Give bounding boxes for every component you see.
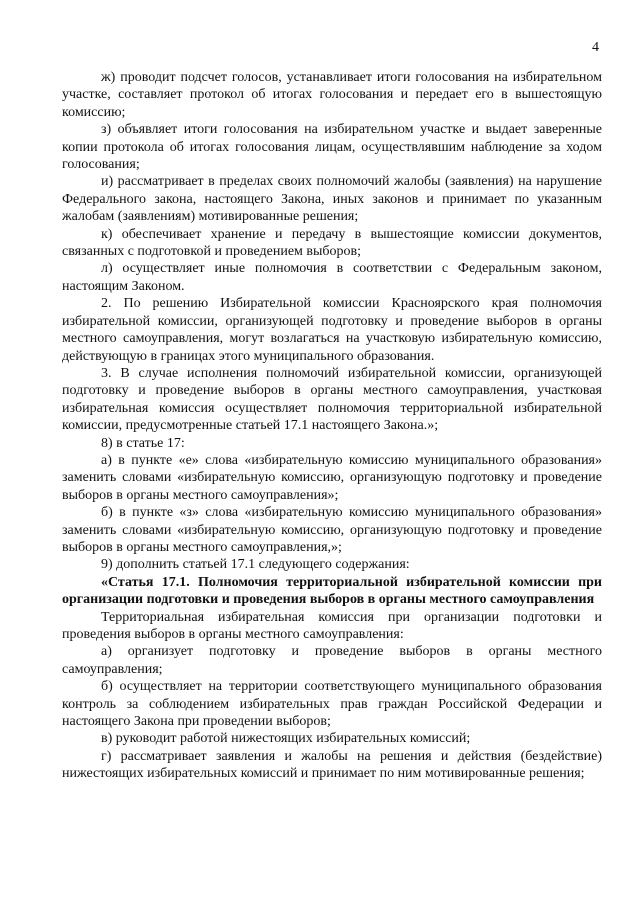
paragraph-article-v: в) руководит работой нижестоящих избирательных комиссий; bbox=[101, 731, 471, 747]
paragraph-article-intro: Территориальная избирательная комиссия при организации подготовки и проведения выборов в органы местного самоуправления: bbox=[62, 609, 602, 642]
paragraph-l: л) осуществляет иные полномочия в соответствии с Федеральным законом, настоящим Законом. bbox=[62, 261, 602, 294]
paragraph-item-9: 9) дополнить статьей 17.1 следующего содержания: bbox=[101, 557, 410, 573]
paragraph-zh: ж) проводит подсчет голосов, устанавливает итоги голосования на избирательном участке, составляет протокол об итогах голосования и передает его в вышестоящую комиссию; bbox=[62, 70, 602, 120]
article-heading: «Статья 17.1. Полномочия территориальной избирательной комиссии при организации подготовки и проведения выборов в органы местного самоуправления bbox=[62, 574, 602, 608]
paragraph-8a: а) в пункте «е» слова «избирательную комиссию муниципального образования» заменить словами «избирательную комиссию, организующую подготовку и проведение выборов в органы местного самоуправления»; bbox=[62, 452, 602, 503]
paragraph-z: з) объявляет итоги голосования на избирательном участке и выдает заверенные копии протокола об итогах голосования лицам, осуществлявшим наблюдение за ходом голосования; bbox=[62, 122, 602, 173]
paragraph-item-8: 8) в статье 17: bbox=[101, 435, 185, 451]
paragraph-article-b: б) осуществляет на территории соответствующего муниципального образования контроль за соблюдением избирательных прав граждан Российской Федерации и настоящего Закона при проведении выборов; bbox=[62, 679, 602, 730]
page-number: 4 bbox=[592, 40, 599, 55]
paragraph-clause-2: 2. По решению Избирательной комиссии Красноярского края полномочия избирательной комиссии, организующей подготовку и проведение выборов в органы местного самоуправления, могут возлагаться на участковую избирательную комиссию, действующую в границах этого муниципального образования. bbox=[62, 296, 602, 364]
paragraph-k: к) обеспечивает хранение и передачу в вышестоящие комиссии документов, связанных с подготовкой и проведением выборов; bbox=[62, 226, 602, 260]
paragraph-clause-3: 3. В случае исполнения полномочий избирательной комиссии, организующей подготовку и проведение выборов в органы местного самоуправления, участковая избирательная комиссия осуществляет полномочия территориальной избирательной комиссии, предусмотренные статьей 17.1 настоящего Закона.»; bbox=[62, 365, 602, 434]
paragraph-article-a: а) организует подготовку и проведение выборов в органы местного самоуправления; bbox=[62, 644, 602, 677]
document-body bbox=[62, 69, 602, 783]
paragraph-i: и) рассматривает в пределах своих полномочий жалобы (заявления) на нарушение Федерального закона, настоящего Закона, иных законов и принимает по указанным жалобам (заявлениям) мотивированные решения; bbox=[62, 174, 602, 225]
paragraph-8b: б) в пункте «з» слова «избирательную комиссию муниципального образования» заменить словами «избирательную комиссию, организующую подготовку и проведение выборов в органы местного самоуправления,»; bbox=[62, 505, 602, 555]
paragraph-article-g: г) рассматривает заявления и жалобы на решения и действия (бездействие) нижестоящих избирательных комиссий и принимает по ним мотивированные решения; bbox=[62, 748, 602, 782]
